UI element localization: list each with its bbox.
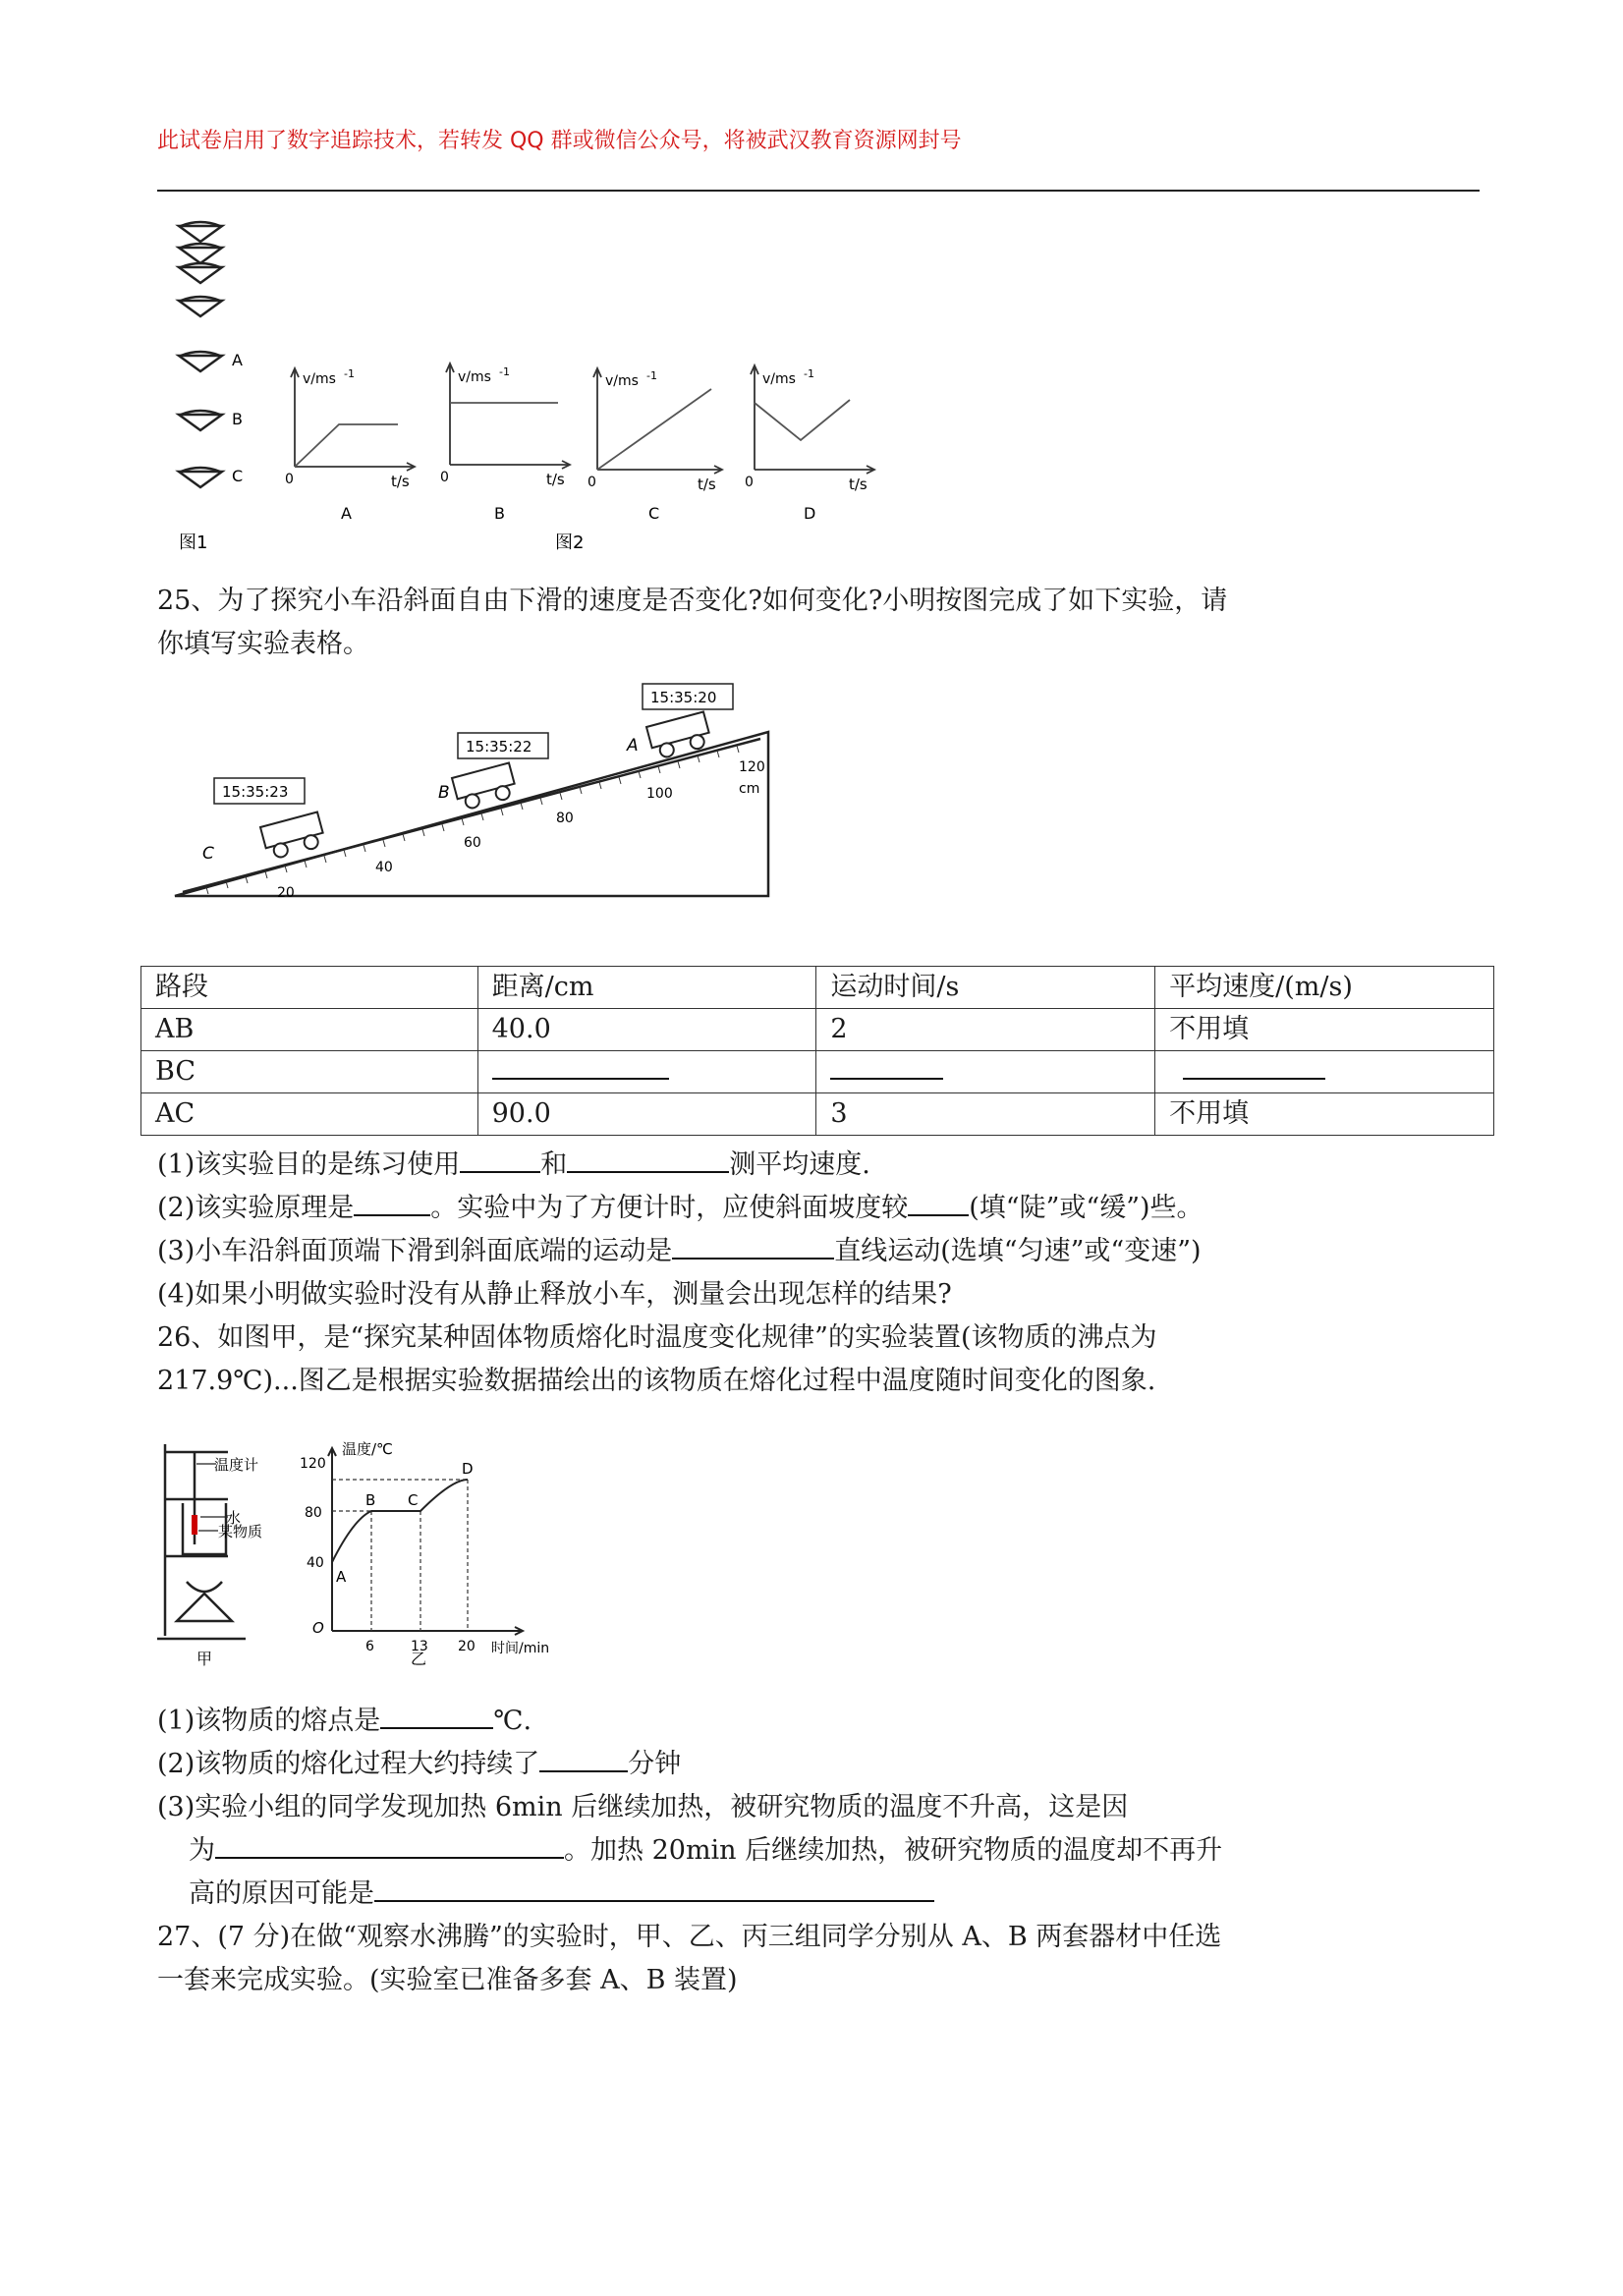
label-substance: 某物质 [218,1523,263,1540]
copyright-notice: 此试卷启用了数字追踪技术，若转发 QQ 群或微信公众号，将被武汉教育资源网封号 [157,129,962,153]
tick-60: 60 [464,835,481,851]
table-cell: 不用填 [1155,1009,1494,1051]
table-cell: 2 [816,1009,1155,1051]
point-d: D [462,1460,474,1478]
q26-sub1-text-a: (1)该物质的熔点是 [157,1706,381,1736]
answer-cell-distance[interactable] [477,1051,816,1093]
cone-label-a: A [232,351,243,369]
q25-sub1-text-b: 和 [540,1149,568,1180]
q26-sub3-text-b: 为 [189,1835,215,1866]
cone-label-b: B [232,410,243,428]
graph-c-name: C [648,504,660,523]
graph-b-ylabel: v/ms [458,369,491,385]
table-cell: 不用填 [1155,1093,1494,1136]
origin-o: O [312,1619,324,1637]
table-cell: 40.0 [477,1009,816,1051]
table-cell: AC [141,1093,478,1136]
q25-line1: 25、为了探究小车沿斜面自由下滑的速度是否变化?如何变化?小明按图完成了如下实验，请 [157,586,1228,616]
cone-label-c: C [232,467,244,485]
label-yi: 乙 [411,1650,427,1668]
label-a: A [627,736,639,756]
q25-sub1 [157,1144,870,1187]
header-cell: 路段 [141,967,478,1009]
experiment-table [140,966,1494,1136]
answer-cell-speed[interactable] [1155,1051,1494,1093]
label-b: B [438,783,450,803]
q25-sub1-text-a: (1)该实验目的是练习使用 [157,1149,461,1180]
label-jia: 甲 [196,1650,213,1668]
q26-sub3-line3 [189,1873,934,1916]
label-c: C [202,844,214,864]
q26-sub3-text-c: 。加热 20min 后继续加热，被研究物质的温度却不再升 [564,1835,1223,1866]
temp-graph-dashes [332,1480,468,1631]
graph-d-name: D [804,504,816,523]
q26-line1: 26、如图甲，是“探究某种固体物质熔化时温度变化规律”的实验装置(该物质的沸点为 [157,1322,1157,1353]
thermometer-bulb [192,1515,197,1535]
tick-40: 40 [375,860,393,875]
fig1-caption: 图1 [179,532,208,553]
q25-sub4: (4)如果小明做实验时没有从静止释放小车，测量会出现怎样的结果? [157,1279,952,1310]
ytick-80: 80 [305,1505,322,1521]
xtick-20: 20 [458,1639,476,1654]
q25-sub2-text-b: 。实验中为了方便计时，应使斜面坡度较 [430,1193,909,1223]
q26-sub1 [157,1700,532,1743]
clock-c: 15:35:23 [222,783,289,801]
ytick-120: 120 [300,1456,326,1472]
incline-figure [167,678,776,914]
q27-line2: 一套来完成实验。(实验室已准备多套 A、B 装置) [157,1965,738,1995]
fig2-caption: 图2 [555,532,585,553]
header-divider [157,190,1480,192]
tick-80: 80 [556,811,574,826]
q25-sub3-text-a: (3)小车沿斜面顶端下滑到斜面底端的运动是 [157,1236,673,1266]
blank-q26-1[interactable] [380,1700,493,1729]
graph-b-name: B [494,504,505,523]
q25-sub3 [157,1230,1202,1273]
table-cell: AB [141,1009,478,1051]
clock-b: 15:35:22 [466,738,532,756]
blank-q25-1a[interactable] [460,1144,540,1173]
table-row [141,1093,1494,1136]
q27-line1: 27、(7 分)在做“观察水沸腾”的实验时，甲、乙、丙三组同学分别从 A、B 两套器材中任选 [157,1922,1222,1952]
tick-20: 20 [277,885,295,901]
cart-c [260,812,326,860]
table-row [141,1051,1494,1093]
graph-d-xlabel: t/s [849,476,867,493]
q25-line2: 你填写实验表格。 [157,629,369,659]
clock-a: 15:35:20 [650,689,717,706]
xtick-13: 13 [411,1639,428,1654]
graph-c-origin: 0 [588,475,596,490]
table-cell: 90.0 [477,1093,816,1136]
graph-c-xlabel: t/s [698,476,716,493]
graph-d-yexp: -1 [804,367,814,380]
answer-cell-time[interactable] [816,1051,1155,1093]
q26-sub3-line2 [189,1829,1222,1873]
q26-sub2-text-b: 分钟 [628,1749,682,1779]
point-a: A [336,1568,347,1586]
graph-d-origin: 0 [745,475,754,490]
graph-a-xlabel: t/s [391,473,410,490]
temp-graph-axes [328,1448,523,1635]
point-c: C [408,1491,419,1509]
q26-line2: 217.9℃)...图乙是根据实验数据描绘出的该物质在熔化过程中温度随时间变化的图象. [157,1366,1156,1396]
ytick-40: 40 [307,1555,324,1571]
label-water: 水 [226,1509,242,1527]
q25-sub2-text-c: (填“陡”或“缓”)些。 [969,1193,1203,1223]
graph-d-ylabel: v/ms [762,371,796,387]
graph-a-name: A [341,504,352,523]
q26-sub3-line1: (3)实验小组的同学发现加热 6min 后继续加热，被研究物质的温度不升高，这是因 [157,1792,1129,1822]
temp-curve [332,1480,468,1562]
header-cell: 运动时间/s [816,967,1155,1009]
graph-c-yexp: -1 [646,369,657,382]
q26-sub3-text-d: 高的原因可能是 [189,1878,374,1909]
graph-b-yexp: -1 [499,365,510,378]
melting-figure [157,1434,589,1675]
blank-q26-2[interactable] [539,1743,628,1772]
graph-c-ylabel: v/ms [605,373,639,389]
q26-sub1-text-b: ℃. [493,1706,532,1736]
graph-a-yexp: -1 [344,367,355,380]
point-b: B [365,1491,376,1509]
blank-q25-3[interactable] [672,1230,834,1260]
unit-cm: cm [739,781,760,797]
q26-sub2 [157,1743,681,1786]
blank-q25-2b[interactable] [908,1187,969,1216]
cone-stack [179,222,222,487]
header-cell: 距离/cm [477,967,816,1009]
graph-a-ylabel: v/ms [303,371,336,387]
blank-q25-1b[interactable] [567,1144,729,1173]
q25-sub2 [157,1187,1203,1230]
blank-q26-3a[interactable] [215,1829,564,1859]
table-cell: 3 [816,1093,1155,1136]
temp-xlabel: 时间/min [491,1641,550,1656]
graph-a-origin: 0 [285,472,294,487]
leader-lines [196,1464,228,1531]
temp-ylabel: 温度/℃ [342,1440,393,1458]
graph-b-origin: 0 [440,470,449,485]
table-row [141,1009,1494,1051]
table-header-row [141,967,1494,1009]
q25-sub1-text-c: 测平均速度. [729,1149,870,1180]
q26-sub2-text-a: (2)该物质的熔化过程大约持续了 [157,1749,540,1779]
label-thermometer: 温度计 [214,1456,259,1474]
graph-b-xlabel: t/s [546,471,565,488]
q25-sub3-text-b: 直线运动(选填“匀速”或“变速”) [834,1236,1202,1266]
blank-q26-3b[interactable] [374,1873,934,1902]
tick-100: 100 [646,786,673,802]
q25-sub2-text-a: (2)该实验原理是 [157,1193,355,1223]
figure-1-2 [157,206,884,565]
header-cell: 平均速度/(m/s) [1155,967,1494,1009]
blank-q25-2a[interactable] [354,1187,430,1216]
xtick-6: 6 [365,1639,374,1654]
tick-120: 120 [739,759,765,775]
table-cell: BC [141,1051,478,1093]
